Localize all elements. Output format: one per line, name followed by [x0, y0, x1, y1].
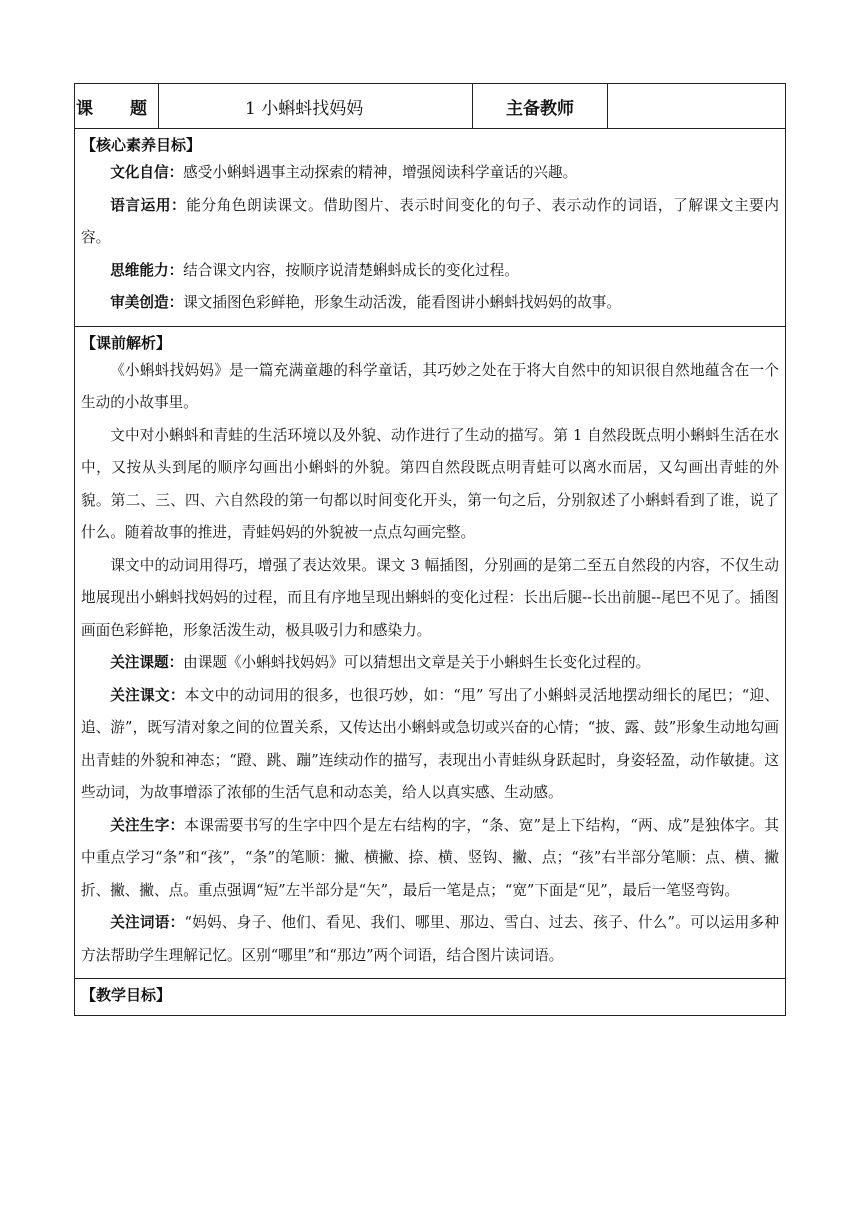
goal-item: [81, 287, 779, 320]
header-row: [75, 84, 785, 129]
focus-text: 本课需要书写的生字中四个是左右结构的字，“条、宽”是上下结构，“两、成”是独体字。其中重点学习“条”和“孩”，“条”的笔顺：撇、横撇、捺、横、竖钩、撇、点；“孩”右半部分笔顺：点、横、撇折、撇、撇、点。重点强调“短”左半部分是“矢”，最后一笔是点；“宽”下面是“见”，最后一笔竖弯钩。: [81, 816, 779, 899]
analysis-section: [75, 327, 785, 980]
focus-text: “妈妈、身子、他们、看见、我们、哪里、那边、雪白、过去、孩子、什么”。可以运用多种方法帮助学生理解记忆。区别“哪里”和“那边”两个词语，结合图片读词语。: [81, 914, 779, 964]
topic-value: 1 小蝌蚪找妈妈: [159, 84, 473, 128]
goal-label: 思维能力：: [110, 261, 184, 279]
core-goals-section: [75, 129, 785, 327]
focus-text: 由课题《小蝌蚪找妈妈》可以猜想出文章是关于小蝌蚪生长变化过程的。: [183, 654, 651, 671]
focus-label: 关注词语：: [110, 914, 185, 931]
analysis-paragraph: 文中对小蝌蚪和青蛙的生活环境以及外貌、动作进行了生动的描写。第 1 自然段既点明小蝌蚪生活在水中，又按从头到尾的顺序勾画出小蝌蚪的外貌。第四自然段既点明青蛙可以离水而居，又勾画出青蛙的外貌。第二、三、四、六自然段的第一句都以时间变化开头，第一句之后，分别叙述了小蝌蚪看到了谁，说了什么。随着故事的推进，青蛙妈妈的外貌被一点点勾画完整。: [81, 426, 779, 541]
focus-label: 关注课文：: [110, 686, 185, 704]
goal-label: 语言运用：: [110, 196, 187, 214]
goal-label: 审美创造：: [110, 294, 184, 311]
topic-label: 课 题: [75, 84, 159, 128]
goal-text: 能分角色朗读课文。借助图片、表示时间变化的句子、表示动作的词语，了解课文主要内容。: [81, 196, 779, 246]
lesson-plan-table: [74, 83, 786, 1016]
analysis-title: 【课前解析】: [81, 333, 172, 352]
goal-text: 结合课文内容，按顺序说清楚蝌蚪成长的变化过程。: [183, 261, 519, 279]
focus-item: [81, 680, 779, 810]
teacher-label: 主备教师: [473, 84, 608, 128]
core-goals-title: 【核心素养目标】: [81, 136, 202, 154]
teaching-goals-section: [75, 979, 785, 1015]
focus-item: [81, 907, 779, 972]
teaching-goals-title: 【教学目标】: [81, 986, 172, 1004]
focus-item: [81, 810, 779, 908]
focus-label: 关注生字：: [110, 816, 185, 834]
focus-text: 本文中的动词用的很多，也很巧妙，如：“甩” 写出了小蝌蚪灵活地摆动细长的尾巴；“迎、追、游”，既写清对象之间的位置关系，又传达出小蝌蚪或急切或兴奋的心情；“披、露、鼓”形象生动地勾画出青蛙的外貌和神态；“蹬、跳、蹦”连续动作的描写，表现出小青蛙纵身跃起时，身姿轻盈，动作敏捷。这些动词，为故事增添了浓郁的生活气息和动态美，给人以真实感、生动感。: [81, 686, 779, 801]
focus-label: 关注课题：: [110, 654, 184, 671]
goal-item: [81, 190, 779, 255]
goal-label: 文化自信：: [110, 164, 184, 181]
focus-item: [81, 647, 779, 680]
goal-item: [81, 157, 779, 190]
analysis-paragraph: 《小蝌蚪找妈妈》是一篇充满童趣的科学童话，其巧妙之处在于将大自然中的知识很自然地蕴含在一个生动的小故事里。: [81, 361, 779, 411]
analysis-paragraph: 课文中的动词用得巧，增强了表达效果。课文 3 幅插图，分别画的是第二至五自然段的内容，不仅生动地展现出小蝌蚪找妈妈的过程，而且有序地呈现出蝌蚪的变化过程：长出后腿--长出前腿--尾巴不见了。插图画面色彩鲜艳，形象活泼生动，极具吸引力和感染力。: [81, 556, 779, 639]
goal-text: 课文插图色彩鲜艳，形象生动活泼，能看图讲小蝌蚪找妈妈的故事。: [183, 294, 621, 311]
goal-text: 感受小蝌蚪遇事主动探索的精神，增强阅读科学童话的兴趣。: [183, 164, 578, 181]
goal-item: [81, 255, 779, 288]
teacher-value: [608, 84, 785, 128]
